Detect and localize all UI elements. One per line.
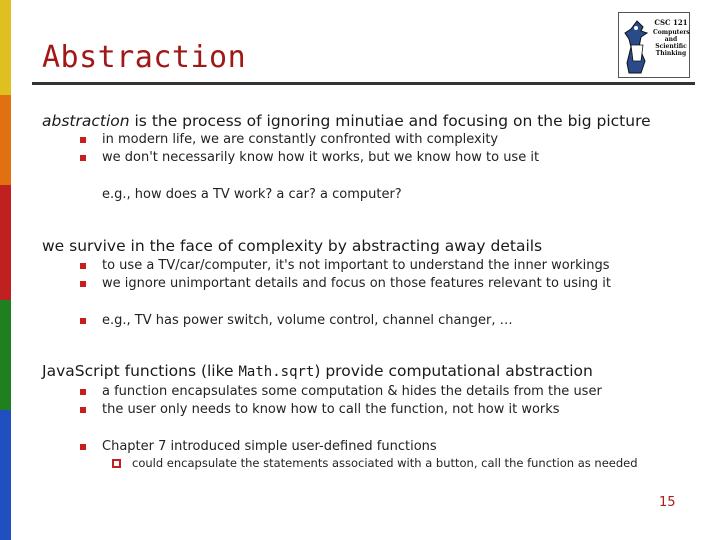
square-bullet-icon: [80, 444, 86, 450]
heading-text: ) provide computational abstraction: [314, 362, 593, 380]
bullet-text: a function encapsulates some computation & hides the details from the user: [102, 384, 602, 399]
hollow-square-bullet-icon: [112, 459, 121, 468]
side-bar-segment-red: [0, 185, 11, 300]
bullet-text: to use a TV/car/computer, it's not important to understand the inner workings: [102, 258, 610, 273]
bullet-text: the user only needs to know how to call the function, not how it works: [102, 402, 560, 417]
logo-course-code: CSC 121: [654, 18, 688, 27]
square-bullet-icon: [80, 318, 86, 324]
heading-text: JavaScript functions (like: [42, 362, 239, 380]
emphasized-term: abstraction: [42, 112, 130, 130]
side-bar-segment-green: [0, 300, 11, 410]
logo-course-name: Computers and Scientific Thinking: [653, 29, 690, 57]
title-divider: [32, 82, 695, 85]
bullet-text: in modern life, we are constantly confronted with complexity: [102, 132, 499, 147]
square-bullet-icon: [80, 281, 86, 287]
example-note: e.g., how does a TV work? a car? a computer?: [102, 187, 402, 202]
page-number: 15: [659, 495, 676, 510]
side-bar-segment-blue: [0, 410, 11, 540]
bullet-text: we ignore unimportant details and focus on those features relevant to using it: [102, 276, 611, 291]
square-bullet-icon: [80, 137, 86, 143]
square-bullet-icon: [80, 263, 86, 269]
square-bullet-icon: [80, 407, 86, 413]
section-heading-javascript-functions: [42, 362, 593, 380]
section-heading-complexity: we survive in the face of complexity by abstracting away details: [42, 237, 543, 255]
section-heading-abstraction: [42, 112, 651, 130]
side-color-bar: [0, 0, 11, 540]
bullet-text: Chapter 7 introduced simple user-defined functions: [102, 439, 437, 454]
bird-mascot-icon: [621, 17, 653, 75]
side-bar-segment-yellow: [0, 0, 11, 95]
bullet-text: we don't necessarily know how it works, but we know how to use it: [102, 150, 540, 165]
square-bullet-icon: [80, 389, 86, 395]
sub-bullet-text: could encapsulate the statements associated with a button, call the function as needed: [132, 456, 638, 470]
slide-title: Abstraction: [42, 40, 247, 75]
heading-text: is the process of ignoring minutiae and focusing on the big picture: [129, 112, 651, 130]
course-logo: [618, 12, 690, 78]
side-bar-segment-orange: [0, 95, 11, 185]
code-term: Math.sqrt: [238, 364, 315, 380]
bullet-text: e.g., TV has power switch, volume control, channel changer, …: [102, 313, 513, 328]
square-bullet-icon: [80, 155, 86, 161]
